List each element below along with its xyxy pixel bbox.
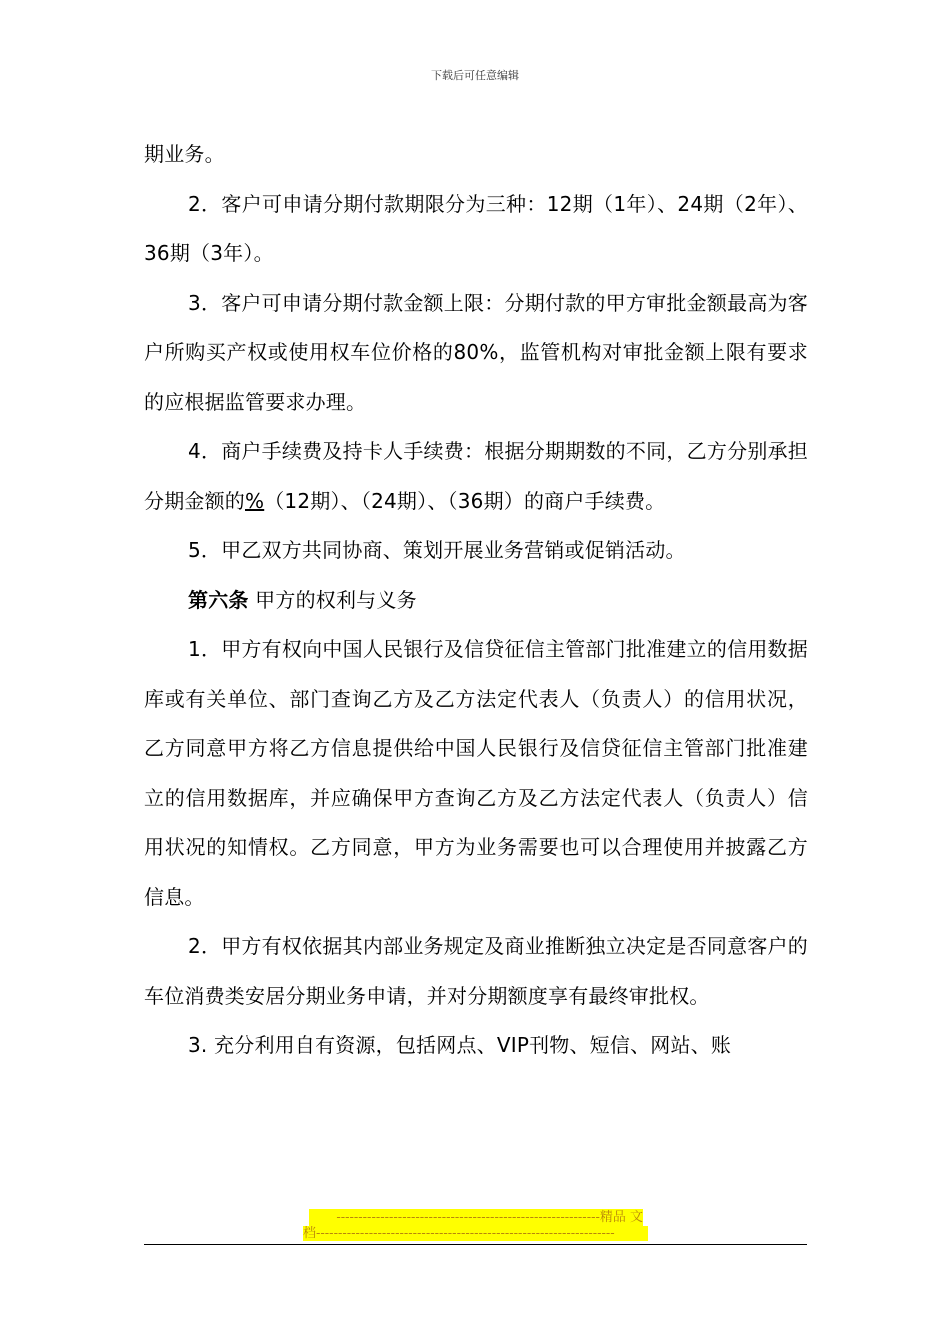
footer-watermark-line-1: ------------------------------------------------------------精品 文 bbox=[309, 1209, 643, 1226]
footer-divider bbox=[144, 1244, 807, 1245]
article-title: 甲方的权利与义务 bbox=[248, 587, 417, 612]
paragraph-item-3: 3．客户可申请分期付款金额上限：分期付款的甲方审批金额最高为客户所购买产权或使用权车位价格的80%，监管机构对审批金额上限有要求的应根据监管要求办理。 bbox=[144, 290, 808, 414]
page-header: 下载后可任意编辑 bbox=[431, 69, 519, 82]
paragraph-article6-item-1: 1．甲方有权向中国人民银行及信贷征信主管部门批准建立的信用数据库或有关单位、部门查询乙方及乙方法定代表人（负责人）的信用状况，乙方同意甲方将乙方信息提供给中国人民银行及信贷征信主管部门批准建立的信用数据库，并应确保甲方查询乙方及乙方法定代表人（负责人）信用状况的知情权。乙方同意，甲方为业务需要也可以合理使用并披露乙方信息。 bbox=[144, 637, 808, 909]
paragraph-article6-item-2: 2．甲方有权依据其内部业务规定及商业推断独立决定是否同意客户的车位消费类安居分期业务申请，并对分期额度享有最终审批权。 bbox=[144, 934, 808, 1008]
paragraph-item-4-text-after: （12期）、（24期）、（36期）的商户手续费。 bbox=[264, 488, 666, 513]
document-body bbox=[144, 130, 808, 1071]
paragraph-item-5: 5．甲乙双方共同协商、策划开展业务营销或促销活动。 bbox=[188, 538, 686, 562]
paragraph-item-2: 2．客户可申请分期付款期限分为三种：12期（1年）、24期（2年）、36期（3年）。 bbox=[144, 191, 808, 265]
paragraph-item-4-text-before: 4．商户手续费及持卡人手续费：根据分期期数的不同，乙方分别承担分期金额的 bbox=[144, 439, 808, 513]
paragraph-continuation: 期业务。 bbox=[144, 142, 225, 166]
footer-watermark-line-2: 档-------------------------------------------------------------------- bbox=[303, 1226, 648, 1241]
paragraph-item-4 bbox=[144, 427, 808, 526]
article-heading bbox=[144, 576, 808, 626]
paragraph-article6-item-3: 3. 充分利用自有资源，包括网点、VIP刊物、短信、网站、账 bbox=[188, 1033, 732, 1057]
fee-rate-blank: % bbox=[245, 488, 265, 513]
article-number: 第六条 bbox=[188, 587, 249, 612]
